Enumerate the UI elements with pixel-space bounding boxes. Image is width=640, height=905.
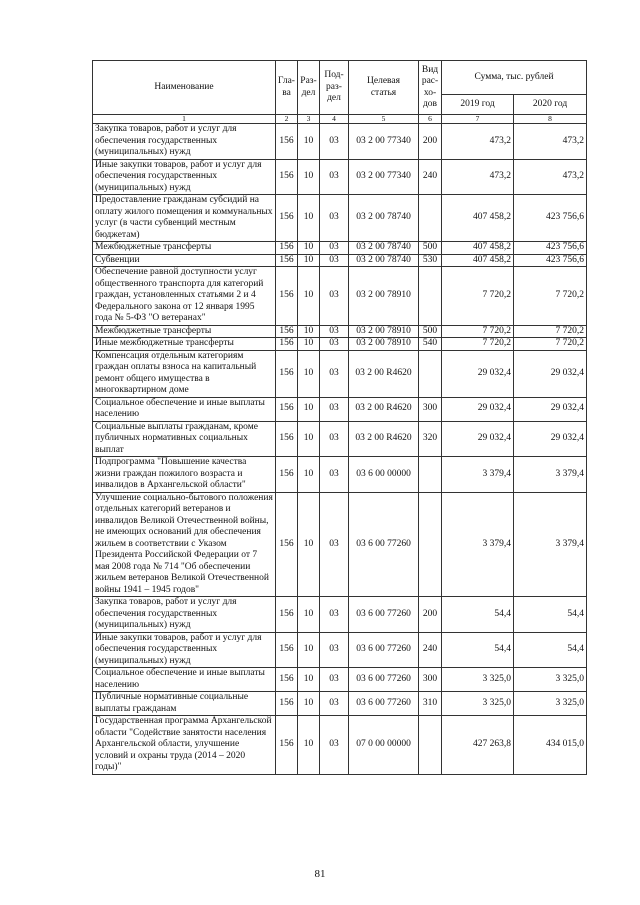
row-podrazdel: 03 [320,632,349,668]
row-razdel: 10 [298,457,320,493]
row-razdel: 10 [298,325,320,338]
budget-table [92,60,587,775]
col-number-2: 2 [276,115,298,124]
row-sum-2020: 7 720,2 [514,325,587,338]
table-row [93,716,587,775]
row-name: Закупка товаров, работ и услуг для обеспечения государственных (муниципальных) нужд [93,597,276,633]
row-sum-2020: 29 032,4 [514,397,587,421]
row-vid: 300 [419,668,442,692]
row-name: Иные межбюджетные трансферты [93,338,276,351]
row-podrazdel: 03 [320,597,349,633]
row-sum-2020: 3 379,4 [514,457,587,493]
table-row [93,195,587,242]
row-razdel: 10 [298,159,320,195]
row-razdel: 10 [298,716,320,775]
row-glava: 156 [276,338,298,351]
header-statya: Целевая статья [349,61,419,115]
row-razdel: 10 [298,350,320,397]
row-name: Межбюджетные трансферты [93,242,276,255]
header-glava: Гла- ва [276,61,298,115]
row-vid: 500 [419,242,442,255]
row-name: Публичные нормативные социальные выплаты гражданам [93,692,276,716]
row-name: Обеспечение равной доступности услуг общественного транспорта для категорий граждан, установленных статьями 2 и 4 Федерального закона от 12 января 1995 года № 5-ФЗ "О ветеранах" [93,267,276,326]
table-row [93,597,587,633]
table-row [93,632,587,668]
header-podrazdel: Под- раз- дел [320,61,349,115]
row-podrazdel: 03 [320,492,349,597]
row-name: Улучшение социально-бытового положения отдельных категорий ветеранов и инвалидов Великой Отечественной войны, не имеющих оснований для обеспечения жильем в соответствии с Указом Президента Российской Федерации от 7 мая 2008 года № 714 "Об обеспечении жильем ветеранов Великой Отечественной войны 1941 – 1945 годов" [93,492,276,597]
row-glava: 156 [276,159,298,195]
row-statya: 03 2 00 78910 [349,267,419,326]
row-sum-2019: 407 458,2 [442,195,514,242]
row-razdel: 10 [298,338,320,351]
row-name: Социальные выплаты гражданам, кроме публичных нормативных социальных выплат [93,421,276,457]
row-statya: 03 2 00 R4620 [349,421,419,457]
row-podrazdel: 03 [320,716,349,775]
table-row [93,338,587,351]
row-sum-2019: 473,2 [442,159,514,195]
row-sum-2020: 473,2 [514,159,587,195]
row-sum-2020: 473,2 [514,124,587,160]
row-statya: 03 6 00 77260 [349,692,419,716]
row-sum-2019: 473,2 [442,124,514,160]
row-podrazdel: 03 [320,421,349,457]
row-razdel: 10 [298,267,320,326]
row-glava: 156 [276,325,298,338]
table-row [93,457,587,493]
row-glava: 156 [276,397,298,421]
row-vid: 200 [419,124,442,160]
row-statya: 03 6 00 77260 [349,597,419,633]
row-sum-2019: 29 032,4 [442,350,514,397]
row-glava: 156 [276,632,298,668]
col-number-5: 5 [349,115,419,124]
row-podrazdel: 03 [320,195,349,242]
row-name: Закупка товаров, работ и услуг для обеспечения государственных (муниципальных) нужд [93,124,276,160]
row-glava: 156 [276,350,298,397]
row-statya: 03 2 00 78740 [349,242,419,255]
header-summa: Сумма, тыс. рублей [442,61,587,95]
table-row [93,159,587,195]
header-2019: 2019 год [442,95,514,115]
col-number-8: 8 [514,115,587,124]
row-razdel: 10 [298,124,320,160]
row-name: Государственная программа Архангельской области "Содействие занятости населения Архангельской области, улучшение условий и охраны труда (2014 – 2020 годы)" [93,716,276,775]
row-name: Компенсация отдельным категориям граждан оплаты взноса на капитальный ремонт общего имущества в многоквартирном доме [93,350,276,397]
header-2020: 2020 год [514,95,587,115]
row-glava: 156 [276,195,298,242]
row-sum-2019: 3 325,0 [442,692,514,716]
row-vid [419,457,442,493]
row-vid: 500 [419,325,442,338]
row-razdel: 10 [298,421,320,457]
row-razdel: 10 [298,195,320,242]
row-razdel: 10 [298,397,320,421]
table-row [93,254,587,267]
row-statya: 03 6 00 00000 [349,457,419,493]
row-vid [419,716,442,775]
col-number-6: 6 [419,115,442,124]
table-row [93,350,587,397]
row-statya: 03 6 00 77260 [349,632,419,668]
row-podrazdel: 03 [320,267,349,326]
table-body [93,124,587,775]
row-podrazdel: 03 [320,254,349,267]
row-sum-2020: 423 756,6 [514,242,587,255]
row-podrazdel: 03 [320,325,349,338]
row-podrazdel: 03 [320,159,349,195]
row-razdel: 10 [298,632,320,668]
row-statya: 03 6 00 77260 [349,492,419,597]
row-sum-2020: 434 015,0 [514,716,587,775]
row-sum-2019: 3 379,4 [442,457,514,493]
row-statya: 03 6 00 77260 [349,668,419,692]
row-podrazdel: 03 [320,124,349,160]
row-podrazdel: 03 [320,350,349,397]
row-statya: 03 2 00 78910 [349,338,419,351]
row-statya: 03 2 00 78740 [349,254,419,267]
row-statya: 03 2 00 78910 [349,325,419,338]
row-sum-2020: 54,4 [514,632,587,668]
header-row [93,61,587,95]
table-row [93,124,587,160]
row-glava: 156 [276,242,298,255]
row-glava: 156 [276,668,298,692]
table-row [93,692,587,716]
row-sum-2020: 7 720,2 [514,338,587,351]
row-glava: 156 [276,267,298,326]
row-sum-2019: 407 458,2 [442,254,514,267]
row-sum-2019: 7 720,2 [442,325,514,338]
row-name: Иные закупки товаров, работ и услуг для обеспечения государственных (муниципальных) нужд [93,632,276,668]
row-glava: 156 [276,457,298,493]
column-number-row [93,115,587,124]
row-vid: 240 [419,159,442,195]
row-name: Субвенции [93,254,276,267]
row-glava: 156 [276,421,298,457]
table-row [93,267,587,326]
row-sum-2019: 54,4 [442,632,514,668]
page-number: 81 [314,868,326,880]
row-vid [419,267,442,326]
row-vid: 540 [419,338,442,351]
row-glava: 156 [276,124,298,160]
row-sum-2020: 54,4 [514,597,587,633]
table-row [93,325,587,338]
row-sum-2019: 7 720,2 [442,338,514,351]
row-sum-2019: 3 325,0 [442,668,514,692]
col-number-4: 4 [320,115,349,124]
table-row [93,397,587,421]
row-vid [419,492,442,597]
table-row [93,668,587,692]
row-statya: 03 2 00 78740 [349,195,419,242]
row-statya: 03 2 00 77340 [349,159,419,195]
row-vid: 300 [419,397,442,421]
header-vid: Вид рас- хо- дов [419,61,442,115]
row-podrazdel: 03 [320,457,349,493]
table-row [93,492,587,597]
row-statya: 03 2 00 77340 [349,124,419,160]
row-razdel: 10 [298,597,320,633]
row-razdel: 10 [298,492,320,597]
row-podrazdel: 03 [320,397,349,421]
row-razdel: 10 [298,254,320,267]
row-vid [419,350,442,397]
header-razdel: Раз- дел [298,61,320,115]
row-glava: 156 [276,597,298,633]
row-glava: 156 [276,716,298,775]
row-sum-2020: 3 325,0 [514,692,587,716]
row-sum-2019: 29 032,4 [442,397,514,421]
row-sum-2019: 54,4 [442,597,514,633]
header-name: Наименование [93,61,276,115]
row-vid: 240 [419,632,442,668]
row-podrazdel: 03 [320,338,349,351]
row-sum-2019: 427 263,8 [442,716,514,775]
row-sum-2020: 29 032,4 [514,421,587,457]
row-vid [419,195,442,242]
row-glava: 156 [276,492,298,597]
row-sum-2020: 29 032,4 [514,350,587,397]
row-sum-2020: 3 379,4 [514,492,587,597]
row-name: Подпрограмма "Повышение качества жизни граждан пожилого возраста и инвалидов в Архангельской области" [93,457,276,493]
row-statya: 07 0 00 00000 [349,716,419,775]
row-razdel: 10 [298,242,320,255]
row-vid: 310 [419,692,442,716]
row-podrazdel: 03 [320,242,349,255]
table-row [93,242,587,255]
row-razdel: 10 [298,692,320,716]
row-razdel: 10 [298,668,320,692]
row-podrazdel: 03 [320,668,349,692]
row-name: Межбюджетные трансферты [93,325,276,338]
row-statya: 03 2 00 R4620 [349,350,419,397]
row-sum-2020: 7 720,2 [514,267,587,326]
row-name: Социальное обеспечение и иные выплаты населению [93,668,276,692]
table-row [93,421,587,457]
row-sum-2020: 423 756,6 [514,254,587,267]
row-sum-2020: 423 756,6 [514,195,587,242]
row-statya: 03 2 00 R4620 [349,397,419,421]
row-podrazdel: 03 [320,692,349,716]
row-sum-2019: 7 720,2 [442,267,514,326]
row-sum-2019: 29 032,4 [442,421,514,457]
col-number-3: 3 [298,115,320,124]
row-name: Социальное обеспечение и иные выплаты населению [93,397,276,421]
row-sum-2019: 3 379,4 [442,492,514,597]
row-vid: 320 [419,421,442,457]
row-vid: 530 [419,254,442,267]
row-sum-2020: 3 325,0 [514,668,587,692]
row-name: Предоставление гражданам субсидий на оплату жилого помещения и коммунальных услуг (в части субвенций местным бюджетам) [93,195,276,242]
row-sum-2019: 407 458,2 [442,242,514,255]
row-glava: 156 [276,254,298,267]
row-glava: 156 [276,692,298,716]
col-number-7: 7 [442,115,514,124]
col-number-1: 1 [93,115,276,124]
row-vid: 200 [419,597,442,633]
row-name: Иные закупки товаров, работ и услуг для обеспечения государственных (муниципальных) нужд [93,159,276,195]
